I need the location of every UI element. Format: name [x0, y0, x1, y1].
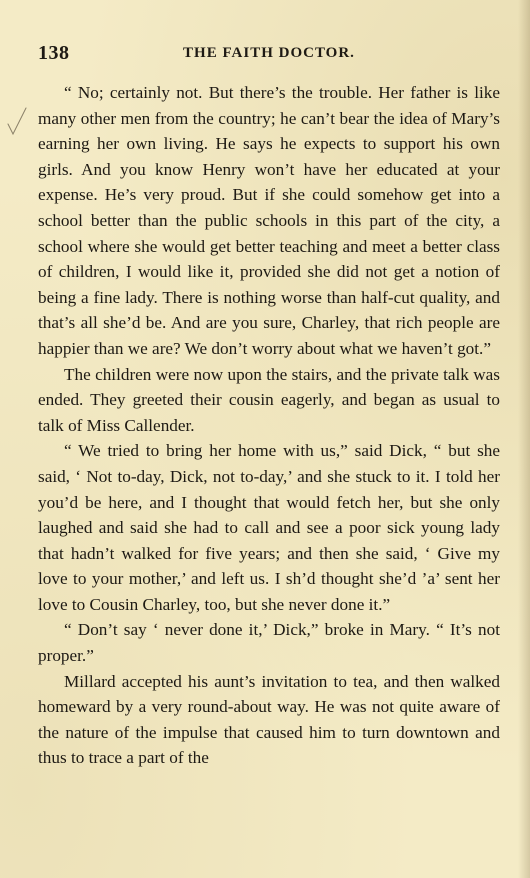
paragraph: “ We tried to bring her home with us,” said Dick, “ but she said, ‘ Not to-day, Dick, not to-day,’ and she stuck to it. I told her you’d be here, and I thought that would fetch her, but she only laughed and said she had to call and see a poor sick young lady that hadn’t walked for five years; and then she said, ‘ Give my love to your mother,’ and left us. I sh’d thought she’d ’a’ sent her love to Cousin Charley, too, but she never done it.”: [38, 441, 500, 614]
paragraph: Millard accepted his aunt’s invitation to tea, and then walked homeward by a very round-about way. He was not quite aware of the nature of the impulse that caused him to turn downtown and thus to trace a part of the: [38, 671, 500, 768]
page-number: 138: [38, 42, 70, 64]
page-header: [38, 42, 500, 68]
paragraph: “ Don’t say ‘ never done it,’ Dick,” broke in Mary. “ It’s not proper.”: [38, 620, 500, 666]
paragraph: The children were now upon the stairs, and the private talk was ended. They greeted their cousin eagerly, and began as usual to talk of Miss Callender.: [38, 364, 500, 435]
paragraph: “ No; certainly not. But there’s the trouble. Her father is like many other men from the country; he can’t bear the idea of Mary’s earning her own living. He says he expects to support his own girls. And you know Henry won’t have her educated at your expense. He’s very proud. But if she could somehow get into a school better than the public schools in this part of the city, a school where she would get better teaching and meet a better class of children, I would like it, provided she did not get a notion of being a fine lady. There is nothing worse than half-cut quality, and that’s all she’d be. And are you sure, Charley, that rich people are happier than we are? We don’t worry about what we haven’t got.”: [38, 83, 500, 358]
running-head: THE FAITH DOCTOR.: [183, 45, 355, 61]
body-text: [38, 80, 500, 771]
pencil-check-mark: [6, 104, 30, 140]
page-edge-shadow: [518, 0, 530, 878]
